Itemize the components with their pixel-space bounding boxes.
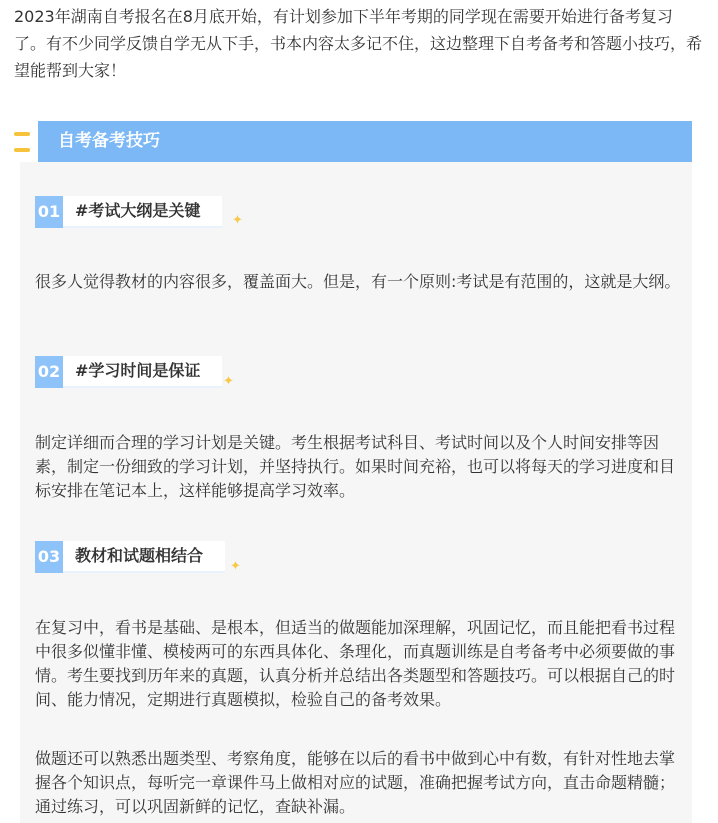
tip-number-badge: 01 <box>35 196 63 228</box>
intro-paragraph: 2023年湖南自考报名在8月底开始，有计划参加下半年考期的同学现在需要开始进行备考复习了。有不少同学反馈自学无从下手，书本内容太多记不住，这边整理下自考备考和答题小技巧，希望能帮到大家！ <box>14 7 703 80</box>
tip-paragraph: 很多人觉得教材的内容很多，覆盖面大。但是，有一个原则:考试是有范围的，这就是大纲。 <box>35 272 681 291</box>
tip-paragraph: 在复习中，看书是基础、是根本，但适当的做题能加深理解，巩固记忆，而且能把看书过程中很多似懂非懂、模棱两可的东西具体化、条理化，而真题训练是自考备考中必须要做的事情。考生要找到历年来的真题，认真分析并总结出各类题型和答题技巧。可以根据自己的时间、能力情况，定期进行真题模拟，检验自己的备考效果。 <box>35 618 676 709</box>
tip-title: #考试大纲是关键 <box>63 196 222 228</box>
tip-number-badge: 02 <box>35 356 63 388</box>
sparkle-icon: ✦ <box>223 374 234 389</box>
sparkle-icon: ✦ <box>232 213 243 228</box>
tip-paragraph: 制定详细而合理的学习计划是关键。考生根据考试科目、考试时间以及个人时间安排等因素，制定一份细致的学习计划，并坚持执行。如果时间充裕，也可以将每天的学习进度和目标安排在笔记本上，这样能够提高学习效率。 <box>35 433 676 500</box>
tip-title: 教材和试题相结合 <box>63 541 225 573</box>
tip-title: #学习时间是保证 <box>63 356 222 388</box>
double-dash-icon-lower <box>14 148 30 152</box>
section-header <box>14 121 692 162</box>
sparkle-icon: ✦ <box>230 559 241 574</box>
tip-paragraph: 做题还可以熟悉出题类型、考察角度，能够在以后的看书中做到心中有数，有针对性地去掌握各个知识点，每听完一章课件马上做相对应的试题，准确把握考试方向，直击命题精髓；通过练习，可以巩固新鲜的记忆，查缺补漏。 <box>35 749 676 816</box>
tip-number-badge: 03 <box>35 541 63 573</box>
double-dash-icon <box>14 132 30 136</box>
section-title: 自考备考技巧 <box>38 121 692 162</box>
